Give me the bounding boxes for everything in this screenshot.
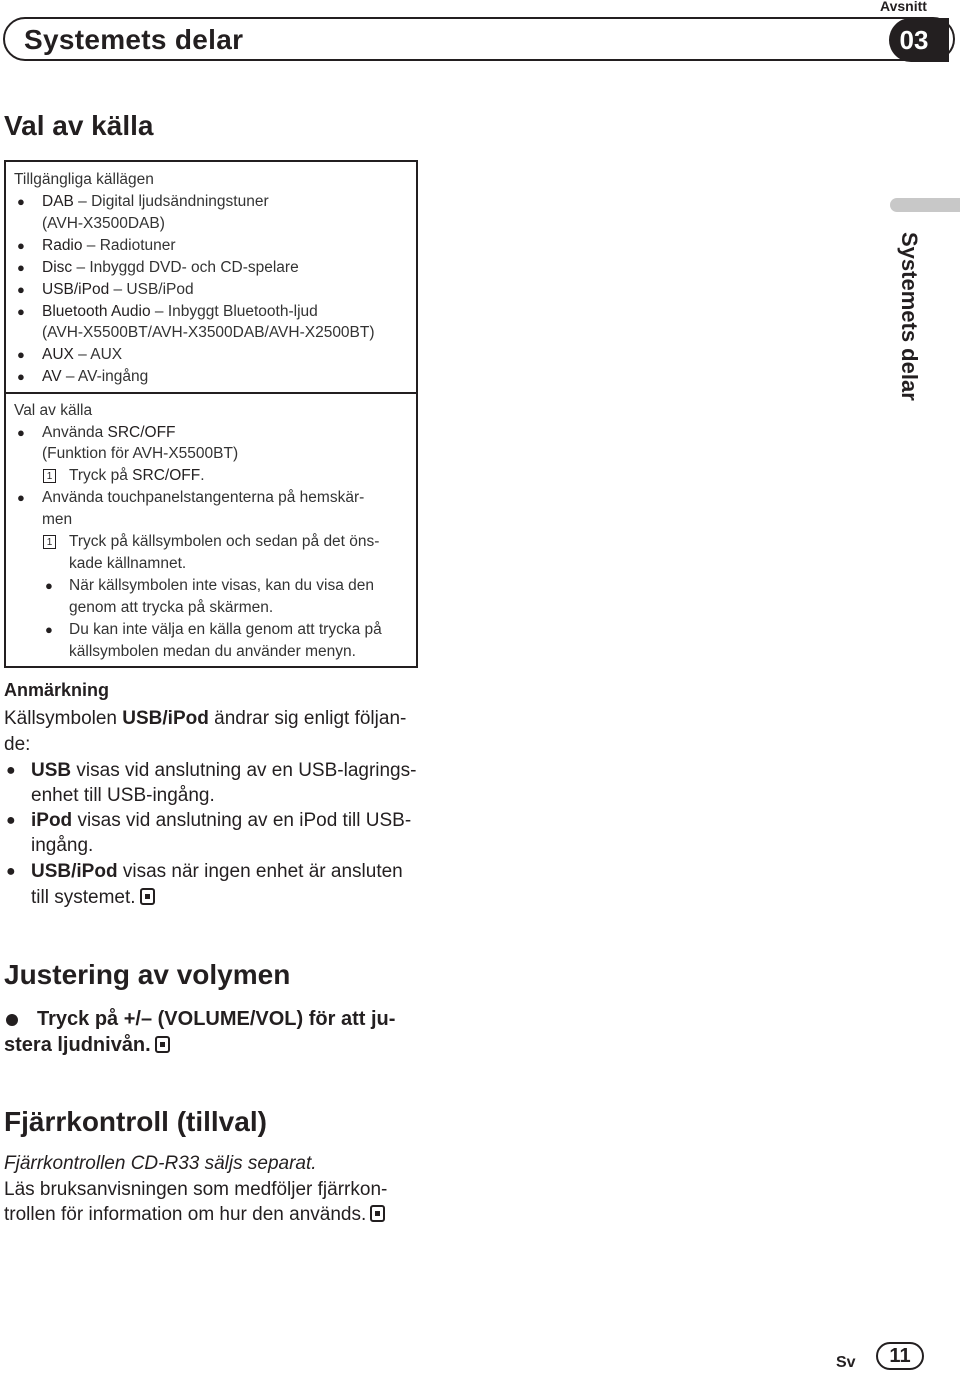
note-intro: Källsymbolen USB/iPod ändrar sig enligt följan- bbox=[4, 708, 407, 729]
step-dot-icon bbox=[6, 1014, 18, 1026]
bullet: ● bbox=[17, 490, 25, 505]
sub-note-1: När källsymbolen inte visas, kan du visa den bbox=[69, 577, 374, 594]
bullet: ● bbox=[17, 260, 25, 275]
step-number: 1 bbox=[43, 535, 56, 549]
bullet: ● bbox=[6, 762, 16, 779]
note-item-usb-ipod: USB/iPod visas när ingen enhet är ansluten bbox=[31, 861, 403, 882]
step-press-srcoff: Tryck på SRC/OFF. bbox=[69, 467, 205, 484]
note-item-ipod-cont: ingång. bbox=[31, 835, 94, 856]
bullet: ● bbox=[45, 578, 53, 593]
step-number: 1 bbox=[43, 469, 56, 483]
bullet: ● bbox=[17, 304, 25, 319]
source-item-bluetooth: Bluetooth Audio – Inbyggt Bluetooth-ljud bbox=[42, 303, 318, 320]
note-item-ipod: iPod visas vid anslutning av en iPod till USB- bbox=[31, 810, 412, 831]
page-number: 11 bbox=[876, 1342, 924, 1370]
bullet: ● bbox=[17, 282, 25, 297]
bullet: ● bbox=[17, 425, 25, 440]
note-item-usb-cont: enhet till USB-ingång. bbox=[31, 785, 215, 806]
note-item-usb: USB visas vid anslutning av en USB-lagrings- bbox=[31, 760, 417, 781]
end-mark-icon bbox=[140, 888, 155, 905]
remote-sold-separately: Fjärrkontrollen CD-R33 säljs separat. bbox=[4, 1153, 317, 1174]
bullet: ● bbox=[6, 863, 16, 880]
bullet: ● bbox=[17, 347, 25, 362]
sub-note-2: Du kan inte välja en källa genom att trycka på bbox=[69, 621, 382, 638]
heading-remote: Fjärrkontroll (tillval) bbox=[4, 1106, 267, 1137]
source-item-dab: DAB – Digital ljudsändningstuner bbox=[42, 193, 269, 210]
method-touchpanel-cont: men bbox=[42, 511, 73, 528]
sub-note-2-cont: källsymbolen medan du använder menyn. bbox=[69, 643, 356, 660]
section-number-badge: 03 bbox=[889, 18, 949, 62]
heading-volume: Justering av volymen bbox=[4, 959, 291, 990]
page-title: Systemets delar bbox=[24, 24, 244, 55]
select-title: Val av källa bbox=[14, 402, 93, 419]
source-item-radio: Radio – Radiotuner bbox=[42, 237, 176, 254]
language-code: Sv bbox=[836, 1354, 856, 1371]
method-srcoff-note: (Funktion för AVH-X5500BT) bbox=[42, 445, 239, 462]
volume-instruction-cont: stera ljudnivån. bbox=[4, 1032, 170, 1058]
sub-note-1-cont: genom att trycka på skärmen. bbox=[69, 599, 274, 616]
bullet: ● bbox=[17, 194, 25, 209]
step-touch-source-cont: kade källnamnet. bbox=[69, 555, 187, 572]
source-item-usb-ipod: USB/iPod – USB/iPod bbox=[42, 281, 194, 298]
section-label: Avsnitt bbox=[880, 0, 927, 14]
sources-title: Tillgängliga källägen bbox=[14, 171, 154, 188]
remote-instructions-cont: trollen för information om hur den används. bbox=[4, 1202, 385, 1228]
bullet: ● bbox=[17, 369, 25, 384]
bullet: ● bbox=[17, 238, 25, 253]
note-intro-cont: de: bbox=[4, 734, 31, 755]
source-item-dab-model: (AVH-X3500DAB) bbox=[42, 215, 165, 232]
volume-instruction: Tryck på +/– (VOLUME/VOL) för att ju- bbox=[37, 1008, 396, 1030]
method-srcoff: Använda SRC/OFF bbox=[42, 424, 176, 441]
end-mark-icon bbox=[370, 1205, 385, 1222]
method-touchpanel: Använda touchpanelstangenterna på hemskär- bbox=[42, 489, 365, 506]
bullet: ● bbox=[6, 812, 16, 829]
side-tab bbox=[890, 198, 960, 212]
box-divider bbox=[4, 392, 418, 394]
side-label: Systemets delar bbox=[897, 232, 922, 401]
source-item-disc: Disc – Inbyggd DVD- och CD-spelare bbox=[42, 259, 299, 276]
source-item-aux: AUX – AUX bbox=[42, 346, 123, 363]
note-heading: Anmärkning bbox=[4, 680, 110, 700]
bullet: ● bbox=[45, 622, 53, 637]
source-item-bluetooth-models: (AVH-X5500BT/AVH-X3500DAB/AVH-X2500BT) bbox=[42, 324, 375, 341]
note-item-usb-ipod-cont: till systemet. bbox=[31, 885, 155, 911]
end-mark-icon bbox=[155, 1036, 170, 1053]
source-item-av: AV – AV-ingång bbox=[42, 368, 149, 385]
step-touch-source: Tryck på källsymbolen och sedan på det öns- bbox=[69, 533, 380, 550]
heading-val-av-kalla: Val av källa bbox=[4, 110, 154, 141]
remote-instructions: Läs bruksanvisningen som medföljer fjärrkon- bbox=[4, 1179, 388, 1200]
